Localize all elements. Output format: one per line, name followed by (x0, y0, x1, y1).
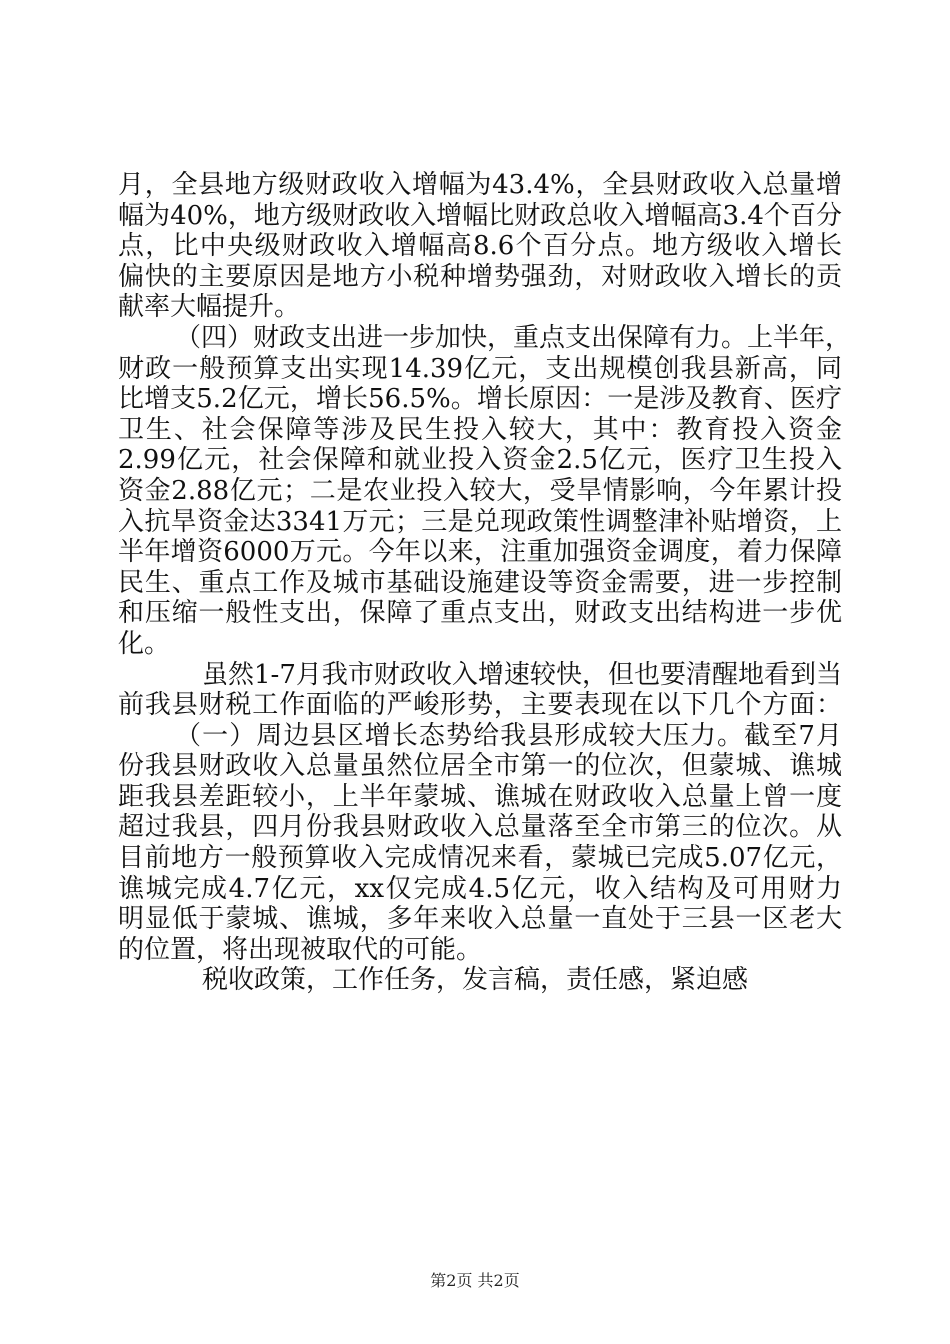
text-line: 比增支5.2亿元，增长56.5%。增长原因：一是涉及教育、医疗 (118, 384, 842, 415)
paragraph-start-line: 虽然1-7月我市财政收入增速较快，但也要清醒地看到当 (202, 659, 842, 690)
text-line: 入抗旱资金达3341万元；三是兑现政策性调整津补贴增资，上 (118, 506, 842, 537)
text-line: 财政一般预算支出实现14.39亿元，支出规模创我县新高，同 (118, 353, 842, 384)
text-line: 明显低于蒙城、谯城，多年来收入总量一直处于三县一区老大 (118, 904, 842, 935)
text-line: 超过我县，四月份我县财政收入总量落至全市第三的位次。从 (118, 812, 842, 843)
text-line: 谯城完成4.7亿元，xx仅完成4.5亿元，收入结构及可用财力 (118, 873, 842, 904)
keywords-line: 税收政策，工作任务，发言稿，责任感，紧迫感 (202, 965, 749, 996)
page-number-footer: 第2页 共2页 (430, 1271, 520, 1290)
paragraph-start-line: （四）财政支出进一步加快，重点支出保障有力。上半年， (175, 322, 852, 353)
text-line: 化。 (118, 628, 171, 659)
paragraph-start-line: （一）周边县区增长态势给我县形成较大压力。截至7月 (175, 720, 842, 751)
text-line: 和压缩一般性支出，保障了重点支出，财政支出结构进一步优 (118, 598, 842, 629)
text-line: 2.99亿元，社会保障和就业投入资金2.5亿元，医疗卫生投入 (118, 445, 842, 476)
text-line: 卫生、社会保障等涉及民生投入较大，其中：教育投入资金 (118, 414, 842, 445)
text-line: 的位置，将出现被取代的可能。 (118, 934, 483, 965)
text-line: 幅为40%，地方级财政收入增幅比财政总收入增幅高3.4个百分 (118, 200, 842, 231)
text-line: 偏快的主要原因是地方小税种增势强劲，对财政收入增长的贡 (118, 261, 842, 292)
text-line: 半年增资6000万元。今年以来，注重加强资金调度，着力保障 (118, 537, 842, 568)
text-line: 献率大幅提升。 (118, 292, 301, 323)
text-line: 目前地方一般预算收入完成情况来看，蒙城已完成5.07亿元， (118, 843, 842, 874)
text-line: 民生、重点工作及城市基础设施建设等资金需要，进一步控制 (118, 567, 842, 598)
document-body (118, 170, 852, 996)
text-line: 份我县财政收入总量虽然位居全市第一的位次，但蒙城、谯城 (118, 751, 842, 782)
text-line: 月，全县地方级财政收入增幅为43.4%，全县财政收入总量增 (118, 170, 842, 200)
text-line: 点，比中央级财政收入增幅高8.6个百分点。地方级收入增长 (118, 231, 842, 262)
text-line: 前我县财税工作面临的严峻形势，主要表现在以下几个方面： (118, 690, 842, 721)
text-line: 距我县差距较小，上半年蒙城、谯城在财政收入总量上曾一度 (118, 781, 842, 812)
text-line: 资金2.88亿元；二是农业投入较大，受旱情影响，今年累计投 (118, 475, 842, 506)
